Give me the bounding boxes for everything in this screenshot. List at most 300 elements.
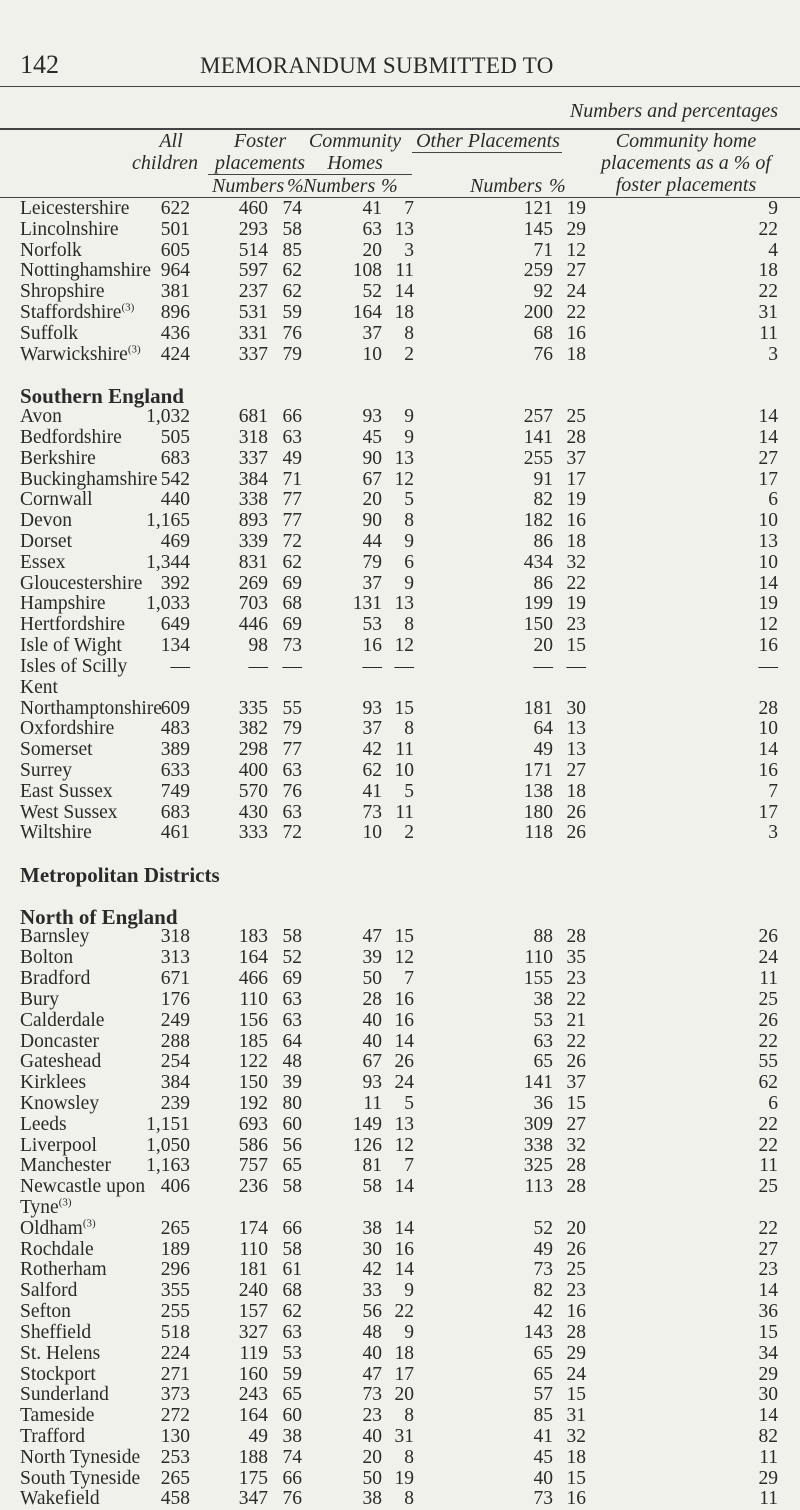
cell-on: 53 <box>533 1009 553 1031</box>
table-row <box>0 220 800 241</box>
cell-cp: 10 <box>394 759 414 781</box>
cell-hp: — <box>758 655 778 677</box>
cell-on: 121 <box>523 198 553 219</box>
table-row <box>0 1198 800 1219</box>
cell-fn: 237 <box>238 281 268 303</box>
cell-fp: 59 <box>282 1363 302 1385</box>
cell-all: 458 <box>160 1488 190 1510</box>
footnote-marker: (3) <box>58 1196 72 1209</box>
cell-cn: 67 <box>362 468 382 490</box>
cell-on: 110 <box>524 947 553 969</box>
authority-name: Sefton <box>20 1301 71 1323</box>
authority-name: Sheffield <box>20 1321 92 1343</box>
authority-name: Gloucestershire <box>20 572 143 594</box>
cell-cp: 13 <box>394 218 414 240</box>
cell-fp: 48 <box>282 1051 302 1073</box>
cell-cp: 5 <box>404 489 414 511</box>
cell-all: 381 <box>160 281 190 303</box>
cell-cn: 73 <box>362 1384 382 1406</box>
cell-cp: 7 <box>404 1155 414 1177</box>
cell-on: 85 <box>533 1405 553 1427</box>
cell-fp: 77 <box>282 739 302 761</box>
cell-fp: 73 <box>282 635 302 657</box>
authority-name: Gateshead <box>20 1051 102 1073</box>
cell-op: 29 <box>566 218 586 240</box>
cell-fp: 63 <box>282 1321 302 1343</box>
authority-name: Doncaster <box>20 1030 100 1052</box>
cell-all: 392 <box>160 572 190 594</box>
cell-hp: 6 <box>768 1092 778 1114</box>
cell-cp: 7 <box>404 968 414 990</box>
cell-on: 49 <box>533 739 553 761</box>
page-number: 142 <box>20 50 59 79</box>
table-row <box>0 1136 800 1157</box>
cell-op: 18 <box>566 1446 586 1468</box>
authority-name: West Sussex <box>20 801 118 823</box>
cell-hp: 12 <box>758 614 778 636</box>
cell-fn: 339 <box>238 531 268 552</box>
cell-fn: 693 <box>238 1113 268 1135</box>
table-row <box>0 594 800 615</box>
table-row <box>0 990 800 1011</box>
cell-fp: 69 <box>282 572 302 594</box>
table-row <box>0 574 800 595</box>
region-heading: Southern England <box>20 384 184 409</box>
cell-fp: 66 <box>282 1217 302 1239</box>
region-heading: Metropolitan Districts <box>20 863 220 887</box>
cell-on: 88 <box>533 926 553 948</box>
cell-hp: 22 <box>758 1030 778 1052</box>
cell-op: 22 <box>566 302 586 324</box>
cell-op: 16 <box>566 1488 586 1510</box>
cell-op: 13 <box>566 739 586 761</box>
table-row <box>0 1052 800 1073</box>
cell-fp: 39 <box>282 1072 302 1094</box>
table-row <box>0 969 800 990</box>
cell-all: 296 <box>160 1259 190 1281</box>
cell-cp: 26 <box>394 1051 414 1073</box>
table-row <box>0 803 800 824</box>
cell-all: 272 <box>160 1405 190 1427</box>
cell-fn: 327 <box>238 1321 268 1343</box>
cell-fn: 400 <box>238 759 268 781</box>
table-row <box>0 449 800 470</box>
cell-cp: 22 <box>394 1301 414 1323</box>
cell-on: 65 <box>533 1342 553 1364</box>
cell-cp: 31 <box>394 1425 414 1447</box>
cell-op: 24 <box>566 281 586 303</box>
cell-fp: 63 <box>282 426 302 448</box>
cell-on: 92 <box>533 281 553 303</box>
cell-cn: 41 <box>362 198 382 219</box>
cell-on: 38 <box>533 988 553 1010</box>
cell-all: 749 <box>160 780 190 802</box>
cell-op: 17 <box>566 468 586 490</box>
cell-fn: 110 <box>239 988 268 1010</box>
cell-op: 22 <box>566 1030 586 1052</box>
cell-fn: 157 <box>238 1301 268 1323</box>
authority-name: Leicestershire <box>20 198 130 219</box>
cell-fp: 68 <box>282 1280 302 1302</box>
cell-fn: 335 <box>238 697 268 719</box>
cell-cp: 14 <box>394 281 414 303</box>
authority-name: Kent <box>20 676 58 698</box>
cell-cn: 28 <box>362 988 382 1010</box>
cell-op: 26 <box>566 1238 586 1260</box>
cell-fn: 122 <box>238 1051 268 1073</box>
cell-on: 138 <box>523 780 553 802</box>
authority-name: Kirklees <box>20 1072 87 1094</box>
cell-fn: 514 <box>238 239 268 261</box>
cell-on: 434 <box>523 551 553 573</box>
subheader-other-percent: % <box>549 175 566 197</box>
cell-all: 224 <box>160 1342 190 1364</box>
cell-all: 384 <box>160 1072 190 1094</box>
cell-cp: 13 <box>394 593 414 615</box>
cell-on: 73 <box>533 1488 553 1510</box>
authority-name: Wakefield <box>20 1488 100 1510</box>
authority-name: Dorset <box>20 531 72 552</box>
cell-cn: 23 <box>362 1405 382 1427</box>
cell-cp: 12 <box>394 468 414 490</box>
cell-cp: 9 <box>404 1321 414 1343</box>
cell-cn: 38 <box>362 1217 382 1239</box>
cell-fn: 757 <box>238 1155 268 1177</box>
authority-name: Bedfordshire <box>20 426 122 448</box>
cell-hp: 19 <box>758 593 778 615</box>
cell-all: 355 <box>160 1280 190 1302</box>
authority-name: Leeds <box>20 1113 67 1135</box>
authority-name: Surrey <box>20 759 72 781</box>
section-title: Numbers and percentages <box>569 100 778 122</box>
cell-on: 65 <box>533 1363 553 1385</box>
cell-fp: 66 <box>282 406 302 428</box>
cell-cn: 11 <box>363 1092 382 1114</box>
cell-fn: 293 <box>238 218 268 240</box>
cell-hp: 3 <box>768 822 778 844</box>
table-row <box>0 553 800 574</box>
cell-fn: 338 <box>238 489 268 511</box>
cell-cp: 15 <box>394 926 414 948</box>
cell-hp: 55 <box>758 1051 778 1073</box>
cell-hp: 11 <box>759 1155 778 1177</box>
cell-cp: 8 <box>404 510 414 532</box>
cell-cn: 73 <box>362 801 382 823</box>
cell-hp: 11 <box>759 322 778 344</box>
cell-cp: 2 <box>404 343 414 365</box>
cell-cn: 37 <box>362 718 382 740</box>
cell-cn: 42 <box>362 1259 382 1281</box>
cell-hp: 14 <box>758 572 778 594</box>
cell-on: 86 <box>533 572 553 594</box>
cell-hp: 23 <box>758 1259 778 1281</box>
cell-fn: 430 <box>238 801 268 823</box>
cell-fp: 63 <box>282 759 302 781</box>
cell-cn: 63 <box>362 218 382 240</box>
cell-hp: 24 <box>758 947 778 969</box>
cell-all: 461 <box>160 822 190 844</box>
table-row <box>0 199 800 220</box>
cell-cp: 8 <box>404 1488 414 1510</box>
authority-name: Buckinghamshire <box>20 468 158 490</box>
cell-op: 32 <box>566 1425 586 1447</box>
table-row <box>0 1365 800 1386</box>
cell-hp: 22 <box>758 1113 778 1135</box>
subheader-foster-percent: % <box>287 175 304 197</box>
cell-all: 1,033 <box>146 593 190 615</box>
spacer-row <box>0 886 800 907</box>
cell-cn: 62 <box>362 759 382 781</box>
cell-cp: 12 <box>394 947 414 969</box>
cell-fp: 60 <box>282 1405 302 1427</box>
cell-all: 896 <box>160 302 190 324</box>
table-row <box>0 1011 800 1032</box>
cell-hp: 22 <box>758 218 778 240</box>
region-heading-row <box>0 904 800 929</box>
cell-op: 19 <box>566 198 586 219</box>
authority-name: Knowsley <box>20 1092 100 1114</box>
cell-cn: 48 <box>362 1321 382 1343</box>
table-row <box>0 532 800 553</box>
cell-fp: 65 <box>282 1384 302 1406</box>
authority-name: Bolton <box>20 947 74 969</box>
cell-all: 1,050 <box>146 1134 190 1156</box>
cell-fn: 446 <box>238 614 268 636</box>
cell-on: 155 <box>523 968 553 990</box>
cell-cn: 20 <box>362 239 382 261</box>
cell-fn: 531 <box>238 302 268 324</box>
authority-name: Salford <box>20 1280 78 1302</box>
table-row <box>0 261 800 282</box>
cell-fp: 52 <box>282 947 302 969</box>
cell-fp: 38 <box>282 1425 302 1447</box>
cell-cp: 11 <box>395 801 414 823</box>
table-row <box>0 699 800 720</box>
cell-cn: 79 <box>362 551 382 573</box>
cell-all: 130 <box>160 1425 190 1447</box>
authority-name: Trafford <box>20 1425 86 1447</box>
cell-fp: 76 <box>282 322 302 344</box>
cell-cn: — <box>362 655 382 677</box>
cell-op: 37 <box>566 1072 586 1094</box>
cell-on: 82 <box>533 489 553 511</box>
cell-cp: 13 <box>394 447 414 469</box>
cell-hp: 31 <box>758 302 778 324</box>
cell-fp: 85 <box>282 239 302 261</box>
cell-on: 20 <box>533 635 553 657</box>
cell-op: 16 <box>566 322 586 344</box>
cell-on: 91 <box>533 468 553 490</box>
cell-cn: 56 <box>362 1301 382 1323</box>
table-row <box>0 407 800 428</box>
cell-fp: 77 <box>282 510 302 532</box>
cell-cn: 52 <box>362 281 382 303</box>
cell-op: 24 <box>566 1363 586 1385</box>
table-row <box>0 345 800 366</box>
cell-fn: 681 <box>238 406 268 428</box>
cell-op: 27 <box>566 260 586 282</box>
cell-all: 288 <box>160 1030 190 1052</box>
cell-fp: 62 <box>282 551 302 573</box>
cell-cn: 37 <box>362 572 382 594</box>
cell-cp: 14 <box>394 1217 414 1239</box>
cell-on: 171 <box>523 759 553 781</box>
cell-on: 118 <box>524 822 553 844</box>
cell-on: 41 <box>533 1425 553 1447</box>
cell-hp: 25 <box>758 988 778 1010</box>
cell-fp: 72 <box>282 531 302 552</box>
cell-cn: 37 <box>362 322 382 344</box>
cell-cp: 14 <box>394 1259 414 1281</box>
table-row <box>0 470 800 491</box>
cell-op: 16 <box>566 510 586 532</box>
cell-on: 36 <box>533 1092 553 1114</box>
header-children: children <box>132 152 198 174</box>
cell-cn: 16 <box>362 635 382 657</box>
cell-op: 23 <box>566 968 586 990</box>
cell-hp: 22 <box>758 1217 778 1239</box>
authority-name: Isle of Wight <box>20 635 122 657</box>
cell-hp: 17 <box>758 468 778 490</box>
cell-fn: 466 <box>238 968 268 990</box>
cell-all: 1,151 <box>146 1113 190 1135</box>
authority-name: Norfolk <box>20 239 82 261</box>
cell-op: 28 <box>566 1176 586 1198</box>
cell-op: 28 <box>566 926 586 948</box>
header-home-pct-2: placements as a % of <box>601 152 771 174</box>
cell-on: 65 <box>533 1051 553 1073</box>
cell-cn: 81 <box>362 1155 382 1177</box>
cell-on: 325 <box>523 1155 553 1177</box>
cell-cp: 18 <box>394 302 414 324</box>
cell-op: 13 <box>566 718 586 740</box>
cell-op: — <box>566 655 586 677</box>
cell-cn: 47 <box>362 1363 382 1385</box>
header-home-pct-1: Community home <box>615 130 757 152</box>
table-row <box>0 490 800 511</box>
running-title: MEMORANDUM SUBMITTED TO <box>200 53 554 78</box>
cell-all: 483 <box>160 718 190 740</box>
cell-fp: 62 <box>282 281 302 303</box>
cell-fp: 53 <box>282 1342 302 1364</box>
cell-cn: 40 <box>362 1009 382 1031</box>
cell-all: 964 <box>160 260 190 282</box>
cell-cp: 16 <box>394 1009 414 1031</box>
cell-hp: 3 <box>768 343 778 365</box>
cell-fn: 164 <box>238 947 268 969</box>
cell-fp: 68 <box>282 593 302 615</box>
authority-name: Suffolk <box>20 322 79 344</box>
cell-fn: — <box>248 655 268 677</box>
cell-cp: 12 <box>394 1134 414 1156</box>
other-underline <box>412 152 562 153</box>
cell-fn: 175 <box>238 1467 268 1489</box>
authority-name: Tyne$^{(3)}$ <box>20 1196 72 1218</box>
cell-op: 22 <box>566 572 586 594</box>
cell-fn: 160 <box>238 1363 268 1385</box>
cell-hp: 18 <box>758 260 778 282</box>
cell-op: 19 <box>566 489 586 511</box>
table-row <box>0 1156 800 1177</box>
cell-fn: 110 <box>239 1238 268 1260</box>
cell-cp: 14 <box>394 1030 414 1052</box>
cell-on: 259 <box>523 260 553 282</box>
cell-op: 18 <box>566 343 586 365</box>
cell-op: 18 <box>566 780 586 802</box>
authority-name: Shropshire <box>20 281 105 303</box>
cell-fn: 831 <box>238 551 268 573</box>
cell-op: 12 <box>566 239 586 261</box>
cell-fn: 174 <box>238 1217 268 1239</box>
cell-cn: 45 <box>362 426 382 448</box>
cell-hp: 16 <box>758 635 778 657</box>
cell-hp: 26 <box>758 926 778 948</box>
cell-fp: 64 <box>282 1030 302 1052</box>
cell-all: 469 <box>160 531 190 552</box>
cell-fp: 72 <box>282 822 302 844</box>
cell-cn: 47 <box>362 926 382 948</box>
cell-all: 406 <box>160 1176 190 1198</box>
table-row <box>0 1344 800 1365</box>
cell-fn: 337 <box>238 343 268 365</box>
cell-hp: 14 <box>758 1405 778 1427</box>
cell-all: 436 <box>160 322 190 344</box>
authority-name: Lincolnshire <box>20 218 119 240</box>
cell-fn: 49 <box>248 1425 268 1447</box>
table-row <box>0 761 800 782</box>
cell-all: 373 <box>160 1384 190 1406</box>
cell-op: 15 <box>566 1384 586 1406</box>
cell-hp: 11 <box>759 968 778 990</box>
cell-op: 37 <box>566 447 586 469</box>
cell-hp: 82 <box>758 1425 778 1447</box>
cell-fn: 597 <box>238 260 268 282</box>
table-row <box>0 241 800 262</box>
table-row <box>0 1094 800 1115</box>
cell-fn: 460 <box>238 198 268 219</box>
cell-on: 141 <box>523 1072 553 1094</box>
cell-all: 313 <box>160 947 190 969</box>
cell-cn: 53 <box>362 614 382 636</box>
cell-fp: 58 <box>282 926 302 948</box>
cell-op: 26 <box>566 1051 586 1073</box>
cell-all: 501 <box>160 218 190 240</box>
cell-fn: 192 <box>238 1092 268 1114</box>
cell-cp: 7 <box>404 198 414 219</box>
cell-cp: 11 <box>395 739 414 761</box>
cell-cn: 50 <box>362 1467 382 1489</box>
authority-name: Warwickshire$^{(3)}$ <box>20 343 141 365</box>
cell-fp: 63 <box>282 1009 302 1031</box>
authority-name: Rochdale <box>20 1238 94 1260</box>
cell-cn: 42 <box>362 739 382 761</box>
authority-name: Essex <box>20 551 66 573</box>
header-foster: Foster <box>233 130 287 152</box>
cell-all: 424 <box>160 343 190 365</box>
cell-fp: 60 <box>282 1113 302 1135</box>
cell-cn: 10 <box>362 343 382 365</box>
cell-all: 176 <box>160 988 190 1010</box>
authority-name: Stockport <box>20 1363 96 1385</box>
table-row <box>0 1032 800 1053</box>
cell-cp: 13 <box>394 1113 414 1135</box>
cell-cn: 149 <box>352 1113 382 1135</box>
cell-cp: 8 <box>404 1446 414 1468</box>
cell-op: 26 <box>566 801 586 823</box>
cell-cn: 90 <box>362 510 382 532</box>
cell-fp: 63 <box>282 988 302 1010</box>
table-row <box>0 428 800 449</box>
